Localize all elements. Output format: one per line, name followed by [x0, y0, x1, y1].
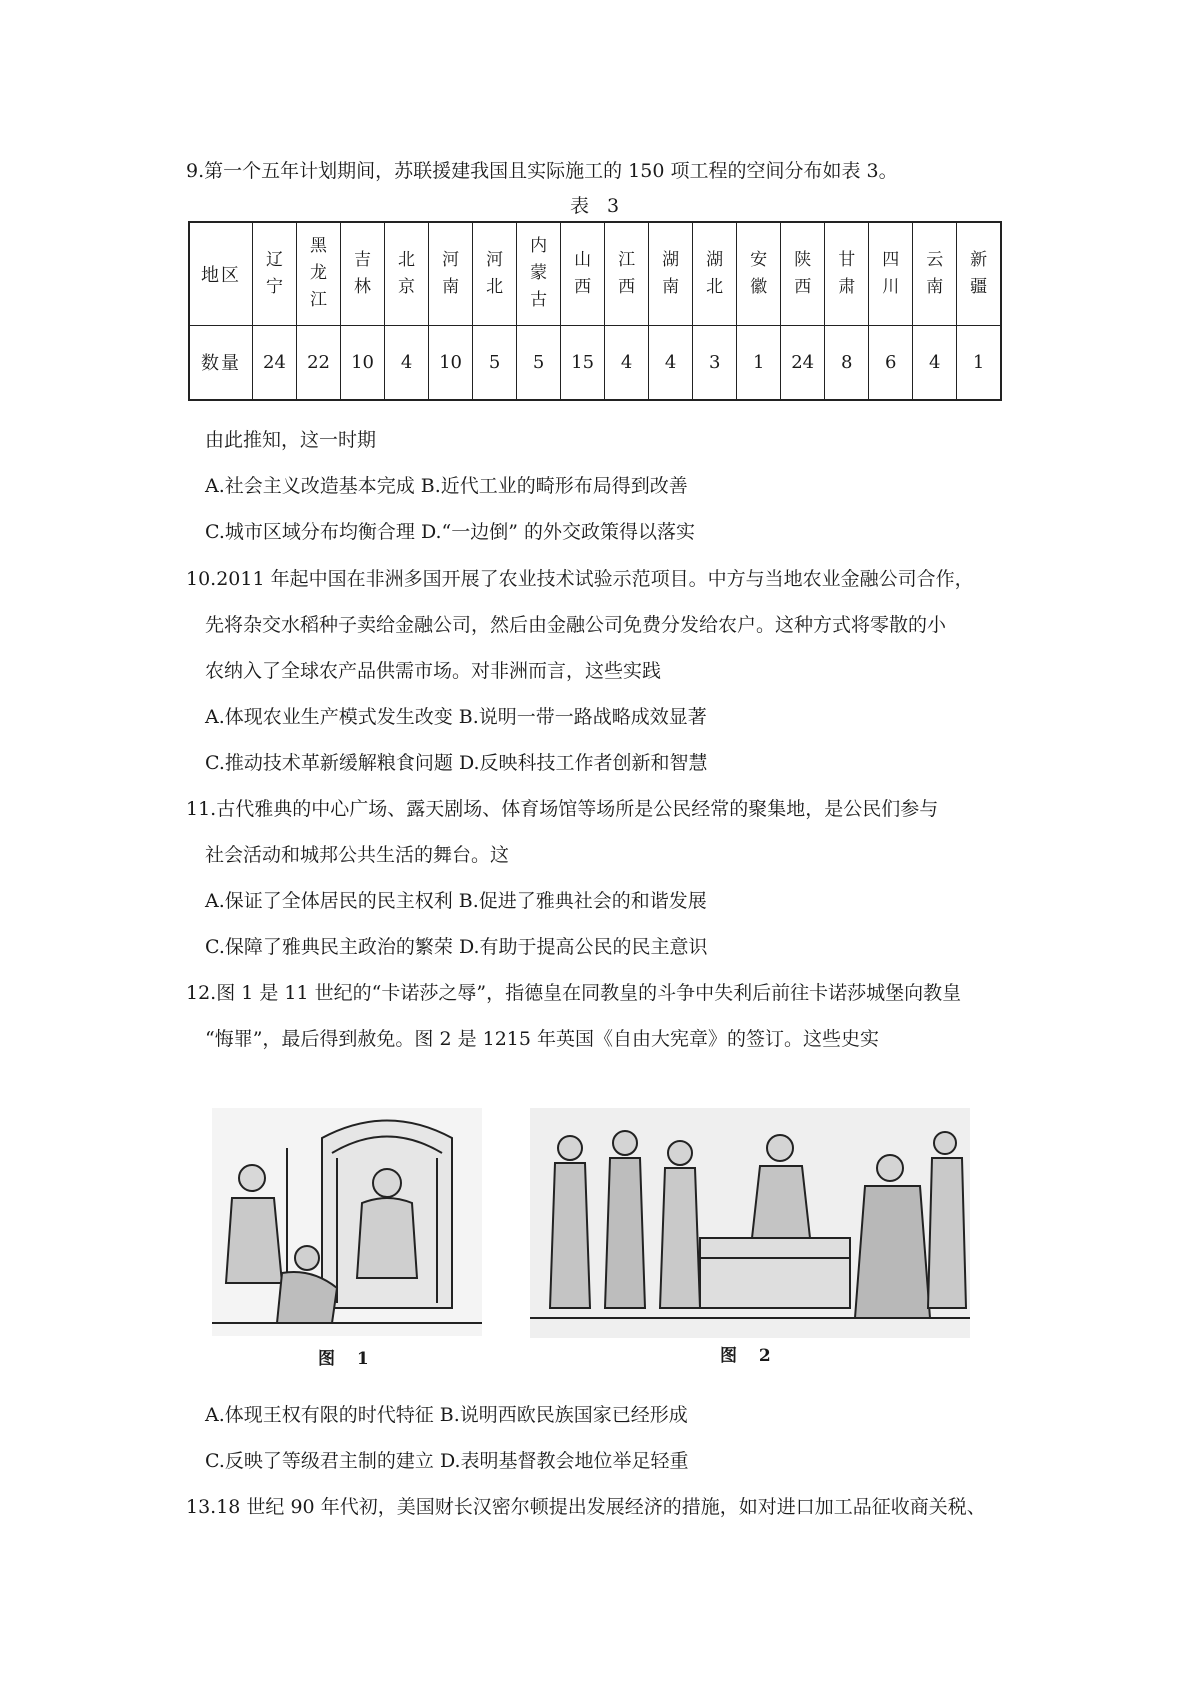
count-cell: 5 [517, 325, 561, 400]
region-label: 黑龙江 [310, 236, 328, 311]
count-cell: 4 [649, 325, 693, 400]
q9-options-ab: A.社会主义改造基本完成 B.近代工业的畸形布局得到改善 [205, 475, 688, 497]
region-cell [825, 222, 869, 325]
count-cell: 10 [341, 325, 385, 400]
region-cell [297, 222, 341, 325]
count-cell: 8 [825, 325, 869, 400]
region-label: 云南 [926, 249, 944, 297]
region-label: 山西 [574, 249, 592, 297]
row-head-count: 数量 [189, 325, 253, 400]
region-cell [605, 222, 649, 325]
region-label: 内蒙古 [530, 236, 548, 311]
region-cell [253, 222, 297, 325]
count-cell: 24 [781, 325, 825, 400]
count-cell: 1 [737, 325, 781, 400]
count-cell: 10 [429, 325, 473, 400]
q9-stem: 9.第一个五年计划期间，苏联援建我国且实际施工的 150 项工程的空间分布如表 3。 [186, 160, 898, 182]
table-row-regions [189, 222, 1001, 325]
q12-options-ab: A.体现王权有限的时代特征 B.说明西欧民族国家已经形成 [205, 1404, 688, 1426]
row-head-region: 地区 [189, 222, 253, 325]
figure-2-caption: 图 2 [720, 1346, 779, 1366]
region-cell [649, 222, 693, 325]
count-cell: 4 [605, 325, 649, 400]
q10-options-ab: A.体现农业生产模式发生改变 B.说明一带一路战略成效显著 [205, 706, 707, 728]
q13-line-1: 13.18 世纪 90 年代初，美国财长汉密尔顿提出发展经济的措施，如对进口加工品征收商关税、 [186, 1496, 986, 1518]
region-cell [385, 222, 429, 325]
region-label: 辽宁 [266, 249, 283, 297]
region-label: 安徽 [750, 249, 768, 297]
region-label: 甘肃 [838, 249, 856, 297]
region-cell [341, 222, 385, 325]
count-cell: 5 [473, 325, 517, 400]
q10-line-2: 先将杂交水稻种子卖给金融公司，然后由金融公司免费分发给农户。这种方式将零散的小 [205, 614, 947, 636]
region-cell [517, 222, 561, 325]
q10-options-cd: C.推动技术革新缓解粮食问题 D.反映科技工作者创新和智慧 [205, 752, 708, 774]
region-label: 新疆 [970, 249, 988, 297]
region-label: 江西 [618, 249, 636, 297]
count-cell: 22 [297, 325, 341, 400]
count-cell: 15 [561, 325, 605, 400]
q9-options-cd: C.城市区域分布均衡合理 D.“一边倒” 的外交政策得以落实 [205, 521, 696, 543]
q12-options-cd: C.反映了等级君主制的建立 D.表明基督教会地位举足轻重 [205, 1450, 689, 1472]
figure-2-magna-carta-image [530, 1108, 970, 1338]
table-caption: 表 3 [570, 195, 626, 217]
count-cell: 6 [869, 325, 913, 400]
region-cell [957, 222, 1001, 325]
region-label: 陕西 [794, 249, 812, 297]
region-label: 湖南 [662, 249, 680, 297]
count-cell: 4 [913, 325, 957, 400]
q11-line-2: 社会活动和城邦公共生活的舞台。这 [205, 844, 510, 866]
q11-options-cd: C.保障了雅典民主政治的繁荣 D.有助于提高公民的民主意识 [205, 936, 708, 958]
region-label: 河南 [442, 249, 460, 297]
region-label: 河北 [486, 249, 504, 297]
region-cell [693, 222, 737, 325]
figure-1-caption: 图 1 [318, 1349, 377, 1369]
table-row-counts [189, 325, 1001, 400]
region-label: 湖北 [706, 249, 724, 297]
q9-lead: 由此推知，这一时期 [205, 429, 377, 451]
region-label: 四川 [882, 249, 900, 297]
q12-line-2: “悔罪”，最后得到赦免。图 2 是 1215 年英国《自由大宪章》的签订。这些史实 [205, 1028, 880, 1050]
count-cell: 1 [957, 325, 1001, 400]
region-cell [561, 222, 605, 325]
q10-line-3: 农纳入了全球农产品供需市场。对非洲而言，这些实践 [205, 660, 662, 682]
region-cell [429, 222, 473, 325]
region-cell [473, 222, 517, 325]
q10-line-1: 10.2011 年起中国在非洲多国开展了农业技术试验示范项目。中方与当地农业金融公司合作， [186, 568, 974, 590]
q11-line-1: 11.古代雅典的中心广场、露天剧场、体育场馆等场所是公民经常的聚集地，是公民们参与 [186, 798, 939, 820]
q11-options-ab: A.保证了全体居民的民主权利 B.促进了雅典社会的和谐发展 [205, 890, 707, 912]
region-cell [737, 222, 781, 325]
count-cell: 24 [253, 325, 297, 400]
region-cell [869, 222, 913, 325]
region-cell [781, 222, 825, 325]
q12-line-1: 12.图 1 是 11 世纪的“卡诺莎之辱”，指德皇在同教皇的斗争中失利后前往卡诺莎城堡向教皇 [186, 982, 962, 1004]
figure-1-canossa-image [212, 1108, 482, 1336]
region-cell [913, 222, 957, 325]
region-label: 北京 [398, 249, 416, 297]
count-cell: 3 [693, 325, 737, 400]
distribution-table [188, 221, 1002, 401]
count-cell: 4 [385, 325, 429, 400]
region-label: 吉林 [354, 249, 372, 297]
